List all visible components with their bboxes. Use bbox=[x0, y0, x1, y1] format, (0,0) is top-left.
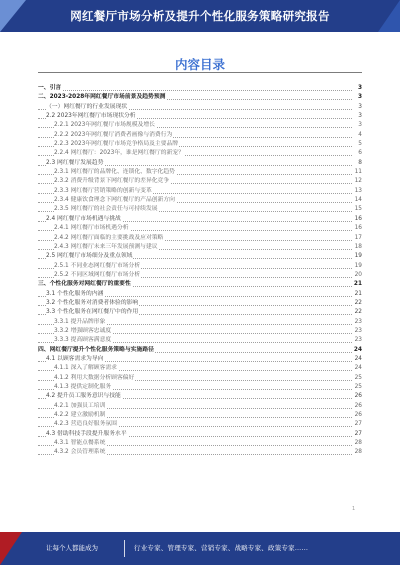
toc-entry-title: 3.3.3 提高顾客满意度 bbox=[54, 336, 112, 345]
footer-slogan-right: 行业专家、管理专家、营销专家、战略专家、政策专家…… bbox=[134, 544, 309, 552]
toc-entry-title: 4.2 提升员工服务意识与技能 bbox=[46, 392, 122, 401]
toc-entry-title: 4.3 借助科技手段提升服务水平 bbox=[46, 430, 128, 439]
toc-entry[interactable] bbox=[38, 402, 362, 411]
toc-entry-page: 27 bbox=[352, 430, 362, 439]
toc-entry-page: 26 bbox=[352, 402, 362, 411]
toc-entry-page: 24 bbox=[352, 364, 362, 373]
toc-entry-page: 4 bbox=[352, 131, 362, 140]
toc-entry[interactable] bbox=[38, 420, 362, 429]
toc-entry-page: 15 bbox=[352, 205, 362, 214]
toc-entry-title: 3.3.2 增强顾客忠诚度 bbox=[54, 327, 112, 336]
toc-entry-page: 14 bbox=[352, 196, 362, 205]
toc-entry-page: 23 bbox=[352, 318, 362, 327]
toc-entry-page: 24 bbox=[352, 355, 362, 364]
toc-entry[interactable] bbox=[38, 224, 362, 233]
toc-entry-page: 26 bbox=[352, 392, 362, 401]
toc-entry-page: 16 bbox=[352, 215, 362, 224]
toc-entry-title: 4.3.2 会员管理系统 bbox=[54, 448, 106, 457]
toc-entry-page: 3 bbox=[352, 93, 362, 102]
toc-entry[interactable] bbox=[38, 336, 362, 345]
toc-entry-page: 16 bbox=[352, 224, 362, 233]
toc-entry-page: 11 bbox=[352, 168, 362, 177]
toc-entry-page: 23 bbox=[352, 336, 362, 345]
toc-entry-title: 2.3.1 网红餐厅的品牌化、连锁化、数字化趋势 bbox=[54, 168, 176, 177]
toc-entry-page: 6 bbox=[352, 149, 362, 158]
toc-entry[interactable] bbox=[38, 215, 362, 224]
footer-slogan-left: 让每个人都能成为 bbox=[46, 544, 98, 552]
toc-entry-title: 3.3 个性化服务在网红餐厅中的作用 bbox=[46, 308, 139, 317]
toc-entry-title: 一、引言 bbox=[38, 84, 62, 93]
toc-entry[interactable] bbox=[38, 243, 362, 252]
toc-entry-page: 28 bbox=[352, 439, 362, 448]
toc-entry[interactable] bbox=[38, 374, 362, 383]
toc-entry-page: 19 bbox=[352, 262, 362, 271]
page-number: 1 bbox=[352, 506, 356, 512]
toc-entry-page: 12 bbox=[352, 177, 362, 186]
toc-entry-title: 2.2.4 网红餐厅：2023年，谁是网红餐厅的新宠？ bbox=[54, 149, 185, 158]
toc-entry[interactable] bbox=[38, 355, 362, 364]
toc-entry[interactable] bbox=[38, 280, 362, 289]
toc-entry-page: 26 bbox=[352, 411, 362, 420]
toc-entry-page: 25 bbox=[352, 383, 362, 392]
report-title: 网红餐厅市场分析及提升个性化服务策略研究报告 bbox=[70, 9, 330, 23]
toc-entry-title: 4.1.3 提供定制化服务 bbox=[54, 383, 112, 392]
toc-entry-page: 3 bbox=[352, 84, 362, 93]
table-of-contents bbox=[38, 84, 362, 458]
toc-entry-title: （一）网红餐厅的行业发展现状 bbox=[46, 103, 128, 112]
toc-entry[interactable] bbox=[38, 290, 362, 299]
toc-entry[interactable] bbox=[38, 159, 362, 168]
toc-entry-page: 8 bbox=[352, 159, 362, 168]
toc-entry-page: 24 bbox=[352, 346, 362, 355]
toc-entry-title: 2.5.2 不同区域网红餐厅市场分析 bbox=[54, 271, 141, 280]
toc-entry[interactable] bbox=[38, 131, 362, 140]
report-footer-banner bbox=[0, 532, 400, 565]
toc-entry-title: 4.2.3 营造良好服务氛围 bbox=[54, 420, 118, 429]
toc-entry-page: 18 bbox=[352, 243, 362, 252]
toc-entry-title: 2.2.3 2023年网红餐厅市场竞争格局及主要品牌 bbox=[54, 140, 179, 149]
toc-entry-title: 2.3 网红餐厅发展趋势 bbox=[46, 159, 104, 168]
toc-entry-title: 2.4.2 网红餐厅面临的主要挑战及应对策略 bbox=[54, 234, 164, 243]
toc-entry-title: 3.3.1 提升品牌形象 bbox=[54, 318, 106, 327]
toc-entry[interactable] bbox=[38, 205, 362, 214]
toc-entry[interactable] bbox=[38, 308, 362, 317]
toc-entry[interactable] bbox=[38, 262, 362, 271]
toc-entry[interactable] bbox=[38, 346, 362, 355]
toc-entry-title: 4.1.2 利用大数据分析顾客偏好 bbox=[54, 374, 135, 383]
toc-entry[interactable] bbox=[38, 252, 362, 261]
toc-entry[interactable] bbox=[38, 271, 362, 280]
toc-entry[interactable] bbox=[38, 121, 362, 130]
toc-entry-title: 4.3.1 智能点餐系统 bbox=[54, 439, 106, 448]
report-header-banner bbox=[0, 0, 400, 32]
toc-entry-page: 17 bbox=[352, 234, 362, 243]
toc-entry-page: 3 bbox=[352, 103, 362, 112]
toc-entry-page: 5 bbox=[352, 140, 362, 149]
toc-entry[interactable] bbox=[38, 318, 362, 327]
toc-entry-title: 4.1.1 深入了解顾客需求 bbox=[54, 364, 118, 373]
toc-heading: 内容目录 bbox=[174, 57, 225, 72]
toc-entry-title: 2.2.2 2023年网红餐厅消费者画像与消费行为 bbox=[54, 131, 173, 140]
toc-entry[interactable] bbox=[38, 327, 362, 336]
toc-entry-page: 19 bbox=[352, 252, 362, 261]
toc-entry[interactable] bbox=[38, 392, 362, 401]
toc-entry-title: 2.3.5 网红餐厅的社会责任与可持续发展 bbox=[54, 205, 159, 214]
toc-entry[interactable] bbox=[38, 364, 362, 373]
toc-entry-page: 23 bbox=[352, 327, 362, 336]
toc-entry[interactable] bbox=[38, 448, 362, 457]
toc-entry[interactable] bbox=[38, 112, 362, 121]
toc-entry[interactable] bbox=[38, 299, 362, 308]
toc-entry-title: 2.2 2023年网红餐厅市场现状分析 bbox=[46, 112, 137, 121]
toc-entry[interactable] bbox=[38, 177, 362, 186]
toc-entry-title: 四、网红餐厅提升个性化服务策略与实施路径 bbox=[38, 346, 155, 355]
toc-entry-title: 4.2.2 建立激励机制 bbox=[54, 411, 106, 420]
toc-entry[interactable] bbox=[38, 187, 362, 196]
footer-separator bbox=[124, 540, 125, 557]
toc-entry-page: 28 bbox=[352, 448, 362, 457]
toc-leader-dots bbox=[38, 90, 352, 91]
toc-entry-title: 4.1 以顾客需求为导向 bbox=[46, 355, 104, 364]
toc-entry-title: 2.4.1 网红餐厅市场机遇分析 bbox=[54, 224, 130, 233]
toc-entry-title: 2.3.4 健康饮食理念下网红餐厅的产品创新方向 bbox=[54, 196, 176, 205]
toc-entry[interactable] bbox=[38, 168, 362, 177]
toc-entry-title: 2.4 网红餐厅市场机遇与挑战 bbox=[46, 215, 122, 224]
toc-entry-title: 4.2.1 加强员工培训 bbox=[54, 402, 106, 411]
toc-entry-title: 3.2 个性化服务对消费者体验的影响 bbox=[46, 299, 139, 308]
toc-entry-title: 2.5.1 不同业态网红餐厅市场分析 bbox=[54, 262, 141, 271]
toc-entry[interactable] bbox=[38, 411, 362, 420]
toc-entry-page: 22 bbox=[352, 308, 362, 317]
toc-entry-page: 27 bbox=[352, 420, 362, 429]
toc-entry-page: 25 bbox=[352, 374, 362, 383]
toc-entry-title: 2.3.2 消费升级背景下网红餐厅的差异化竞争 bbox=[54, 177, 170, 186]
footer-accent-shape bbox=[0, 532, 22, 565]
toc-entry[interactable] bbox=[38, 430, 362, 439]
toc-entry[interactable] bbox=[38, 439, 362, 448]
toc-entry-page: 3 bbox=[352, 112, 362, 121]
toc-entry-page: 22 bbox=[352, 299, 362, 308]
toc-entry[interactable] bbox=[38, 103, 362, 112]
toc-entry-page: 21 bbox=[352, 290, 362, 299]
toc-entry-page: 3 bbox=[352, 121, 362, 130]
toc-entry[interactable] bbox=[38, 383, 362, 392]
toc-entry-title: 二、2023-2028年网红餐厅市场前景及趋势预测 bbox=[38, 93, 166, 102]
toc-entry-title: 2.3.3 网红餐厅营销策略的创新与变革 bbox=[54, 187, 153, 196]
toc-entry[interactable] bbox=[38, 196, 362, 205]
toc-entry[interactable] bbox=[38, 84, 362, 93]
toc-entry-page: 20 bbox=[352, 271, 362, 280]
toc-entry-title: 2.2.1 2023年网红餐厅市场规模及增长 bbox=[54, 121, 156, 130]
toc-entry[interactable] bbox=[38, 93, 362, 102]
toc-entry[interactable] bbox=[38, 234, 362, 243]
toc-divider bbox=[38, 72, 362, 73]
toc-entry[interactable] bbox=[38, 149, 362, 158]
toc-entry-title: 三、个性化服务对网红餐厅的重要性 bbox=[38, 280, 132, 289]
toc-entry[interactable] bbox=[38, 140, 362, 149]
toc-entry-title: 3.1 个性化服务的内涵 bbox=[46, 290, 104, 299]
toc-entry-title: 2.4.3 网红餐厅未来三年发展预测与建议 bbox=[54, 243, 159, 252]
toc-entry-page: 21 bbox=[352, 280, 362, 289]
toc-entry-page: 13 bbox=[352, 187, 362, 196]
toc-entry-title: 2.5 网红餐厅市场细分及重点领域 bbox=[46, 252, 133, 261]
